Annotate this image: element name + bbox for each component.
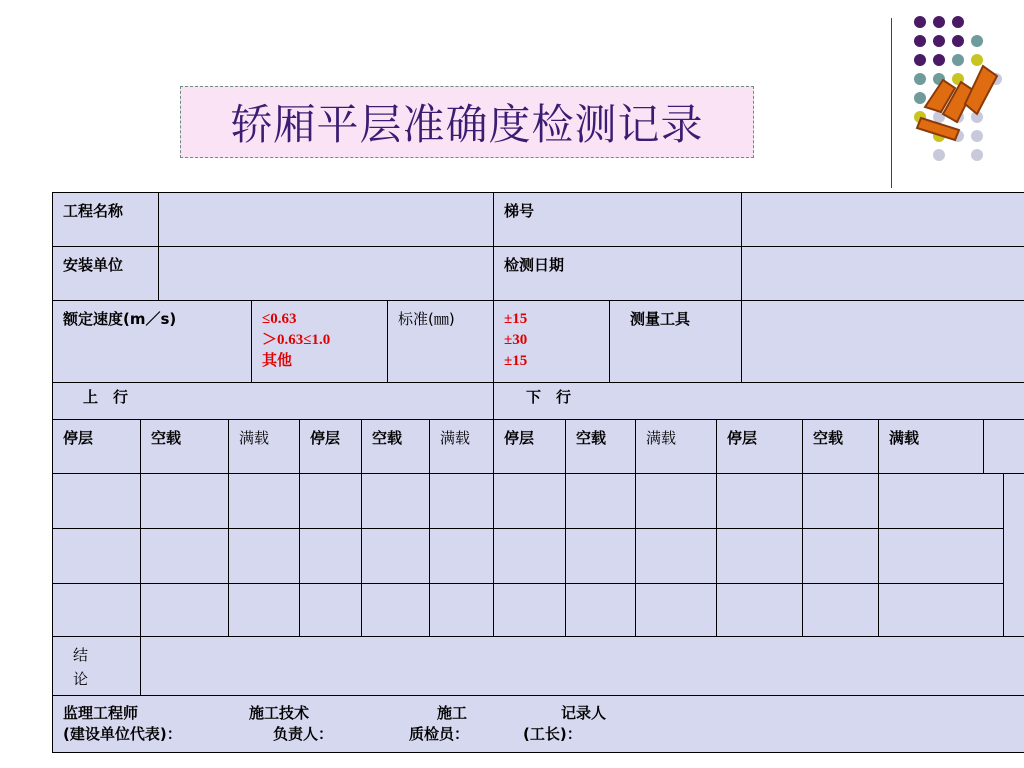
supervisor-line-1: 监理工程师 [63,704,139,722]
data-cell[interactable] [635,583,717,637]
supervisor-signature [63,703,182,745]
inspection-table [52,192,1024,753]
header-extra-cell [983,419,1024,474]
standard-label: 标准(㎜) [387,300,494,383]
data-cell[interactable] [716,528,803,584]
data-cell[interactable] [635,473,717,529]
qc-signature [409,703,469,745]
data-cell[interactable] [228,528,300,584]
header-full-up-2: 满载 [429,419,494,474]
elevator-no-field[interactable] [741,192,1024,247]
project-name-field[interactable] [158,192,494,247]
data-cell[interactable] [52,473,141,529]
elevator-no-label: 梯号 [493,192,742,247]
divider-line [891,18,892,188]
install-unit-field[interactable] [158,246,494,301]
header-full-up-1: 满载 [228,419,300,474]
data-cell[interactable] [429,473,494,529]
standard-values [493,300,610,383]
signature-row [52,695,1024,753]
data-cell[interactable] [716,473,803,529]
data-cell[interactable] [878,583,1004,637]
data-cell[interactable] [429,583,494,637]
qc-line-1: 施工 [437,704,468,722]
header-stop-floor-down: 停层 [493,419,566,474]
qc-line-2: 质检员： [409,725,470,743]
data-cell[interactable] [802,528,879,584]
speed-range-1: ≤0.63 [262,311,297,327]
install-unit-label: 安装单位 [52,246,159,301]
data-cell[interactable] [52,528,141,584]
logo-icon [915,52,1005,142]
data-cell[interactable] [361,528,430,584]
measure-tool-label: 测量工具 [609,300,742,383]
data-cell[interactable] [802,583,879,637]
down-label: 下 行 [493,382,1024,420]
test-date-field[interactable] [741,246,1024,301]
speed-range-2: ＞0.63≤1.0 [262,332,331,348]
data-cell[interactable] [299,473,362,529]
standard-value-2: ±30 [504,332,528,348]
conclusion-field[interactable] [140,636,1024,696]
conclusion-label-char-2: 论 [73,670,89,688]
data-cell[interactable] [878,528,1004,584]
data-cell[interactable] [299,583,362,637]
header-stop-floor-down-2: 停层 [716,419,803,474]
header-full-down-2: 满载 [878,419,984,474]
data-cell[interactable] [565,528,636,584]
header-empty-up-1: 空载 [140,419,229,474]
data-cell[interactable] [52,583,141,637]
standard-value-1: ±15 [504,311,528,327]
test-date-label: 检测日期 [493,246,742,301]
data-cell[interactable] [878,473,1004,529]
header-stop-floor-up: 停层 [52,419,141,474]
data-cell[interactable] [140,528,229,584]
data-cell[interactable] [140,583,229,637]
speed-ranges [251,300,388,383]
standard-value-3: ±15 [504,353,528,369]
conclusion-label-char-1: 结 [73,646,89,664]
page-title: 轿厢平层准确度检测记录 [230,100,704,149]
data-cell[interactable] [429,528,494,584]
data-cell[interactable] [140,473,229,529]
data-cell[interactable] [565,473,636,529]
rated-speed-label: 额定速度(m／s) [52,300,252,383]
data-cell[interactable] [299,528,362,584]
tech-lead-line-1: 施工技术 [249,704,310,722]
data-cell[interactable] [228,473,300,529]
data-cell[interactable] [802,473,879,529]
project-name-label: 工程名称 [52,192,159,247]
header-empty-down-1: 空载 [565,419,636,474]
header-full-down-1: 满载 [635,419,717,474]
data-cell[interactable] [493,473,566,529]
title-box [180,86,754,158]
data-cell[interactable] [493,583,566,637]
header-empty-down-2: 空载 [802,419,879,474]
conclusion-label [52,636,141,696]
tech-lead-line-2: 负责人： [273,725,334,743]
header-empty-up-2: 空载 [361,419,430,474]
supervisor-line-2: (建设单位代表)： [63,725,182,743]
header-stop-floor-up-2: 停层 [299,419,362,474]
tech-lead-signature [249,703,349,745]
data-cell[interactable] [493,528,566,584]
data-cell[interactable] [361,583,430,637]
data-cell[interactable] [228,583,300,637]
data-cell[interactable] [565,583,636,637]
data-cell[interactable] [716,583,803,637]
recorder-line-2: (工长)： [523,725,582,743]
up-label: 上 行 [52,382,494,420]
data-cell[interactable] [361,473,430,529]
recorder-line-1: 记录人 [561,704,607,722]
data-cell[interactable] [635,528,717,584]
measure-tool-field[interactable] [741,300,1024,383]
speed-range-3: 其他 [262,353,293,369]
recorder-signature [523,703,606,745]
